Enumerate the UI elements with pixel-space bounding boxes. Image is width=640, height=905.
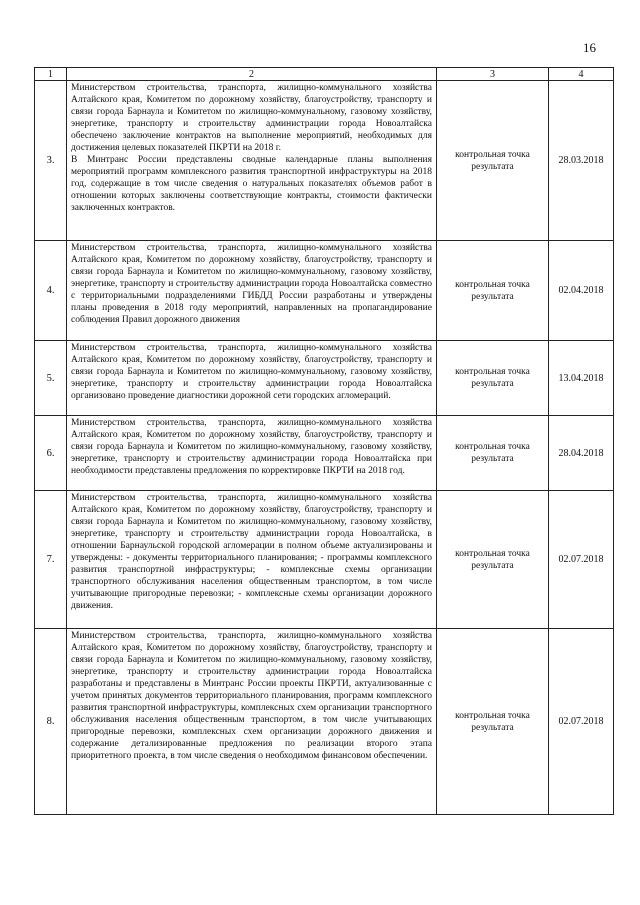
row-date: 28.03.2018	[549, 81, 614, 241]
table-row	[35, 81, 614, 241]
plan-table	[34, 67, 614, 815]
table-row	[35, 341, 614, 416]
row-number: 4.	[35, 241, 67, 341]
row-type: контрольная точка результата	[437, 416, 549, 491]
row-description: Министерством строительства, транспорта, жилищно-коммунального хозяйства Алтайского края, Комитетом по дорожному хозяйству, благоустройству, транспорту и связи города Барнаула и Комитетом по жилищно-коммунальному, газовому хозяйству, энергетике, транспорту и строительству администрации города Новоалтайска, в отношении Барнаульской городской агломерации в полном объеме актуализированы и утверждены: - документы территориального планирования; - программы комплексного развития транспортной инфраструктуры; - комплексные схемы организации транспортного обслуживания населения общественным транспортом, в том числе учитывающие пригородные перевозки; - комплексные схемы организации дорожного движения.	[67, 491, 437, 629]
row-date: 13.04.2018	[549, 341, 614, 416]
column-header-1: 1	[35, 68, 67, 81]
row-type: контрольная точка результата	[437, 241, 549, 341]
table-row	[35, 629, 614, 815]
table-row	[35, 241, 614, 341]
row-number: 7.	[35, 491, 67, 629]
row-description: Министерством строительства, транспорта, жилищно-коммунального хозяйства Алтайского края, Комитетом по дорожному хозяйству, благоустройству, транспорту и связи города Барнаула и Комитетом по жилищно-коммунальному, газовому хозяйству, энергетике, транспорту и строительству администрации города Новоалтайска организовано проведение диагностики дорожной сети городских агломераций.	[67, 341, 437, 416]
row-number: 6.	[35, 416, 67, 491]
row-date: 02.07.2018	[549, 491, 614, 629]
row-text-continued: В Минтранс России представлены сводные календарные планы выполнения мероприятий программ комплексного развития транспортной инфраструктуры на 2018 год, содержащие в том числе сведения о натуральных показателях объемов работ в отношении которых заключены соответствующие контракты, стоимости фактически заключенных контрактов.	[71, 155, 432, 213]
row-type: контрольная точка результата	[437, 629, 549, 815]
row-description: Министерством строительства, транспорта, жилищно-коммунального хозяйства Алтайского края, Комитетом по дорожному хозяйству, благоустройству, транспорту и связи города Барнаула и Комитетом по жилищно-коммунальному, газовому хозяйству, энергетике, транспорту и строительству администрации города Новоалтайска совместно с территориальными подразделениями ГИБДД России разработаны и утверждены планы проведения в 2018 году мероприятий, направленных на пропагандирование соблюдения Правил дорожного движения	[67, 241, 437, 341]
row-type: контрольная точка результата	[437, 341, 549, 416]
row-date: 28.04.2018	[549, 416, 614, 491]
row-number: 3.	[35, 81, 67, 241]
column-header-3: 3	[437, 68, 549, 81]
table-row	[35, 491, 614, 629]
table-header-row	[35, 68, 614, 81]
row-date: 02.04.2018	[549, 241, 614, 341]
page-number: 16	[583, 40, 596, 55]
table-row	[35, 416, 614, 491]
row-type: контрольная точка результата	[437, 81, 549, 241]
row-type: контрольная точка результата	[437, 491, 549, 629]
row-description: Министерством строительства, транспорта, жилищно-коммунального хозяйства Алтайского края, Комитетом по дорожному хозяйству, благоустройству, транспорту и связи города Барнаула и Комитетом по жилищно-коммунальному, газовому хозяйству, энергетике, транспорту и строительству администрации города Новоалтайска при необходимости представлены предложения по корректировке ПКРТИ на 2018 год.	[67, 416, 437, 491]
column-header-2: 2	[67, 68, 437, 81]
row-number: 8.	[35, 629, 67, 815]
row-description	[67, 81, 437, 241]
row-date: 02.07.2018	[549, 629, 614, 815]
column-header-4: 4	[549, 68, 614, 81]
row-description: Министерством строительства, транспорта, жилищно-коммунального хозяйства Алтайского края, Комитетом по дорожному хозяйству, благоустройству, транспорту и связи города Барнаула и Комитетом по жилищно-коммунальному, газовому хозяйству, энергетике, транспорту и строительству администрации города Новоалтайска разработаны и представлены в Минтранс России проекты ПКРТИ, актуализованные с учетом принятых документов территориального планирования, программ комплексного развития транспортной инфраструктуры, комплексных схем организации транспортного обслуживания населения общественным транспортом, в том числе учитывающих пригородные перевозки, комплексных схем организации дорожного движения и содержание детализированные предложения по реализации второго этапа приоритетного проекта, в том числе сведения о необходимом финансовом обеспечении.	[67, 629, 437, 815]
row-number: 5.	[35, 341, 67, 416]
row-text: Министерством строительства, транспорта, жилищно-коммунального хозяйства Алтайского края, Комитетом по дорожному хозяйству, благоустройству, транспорту и связи города Барнаула и Комитетом по жилищно-коммунальному, газовому хозяйству, энергетике, транспорту и строительству администрации города Новоалтайска обеспечено заключение контрактов на выполнение мероприятий, необходимых для достижения целевых показателей ПКРТИ на 2018 г.	[71, 83, 432, 153]
